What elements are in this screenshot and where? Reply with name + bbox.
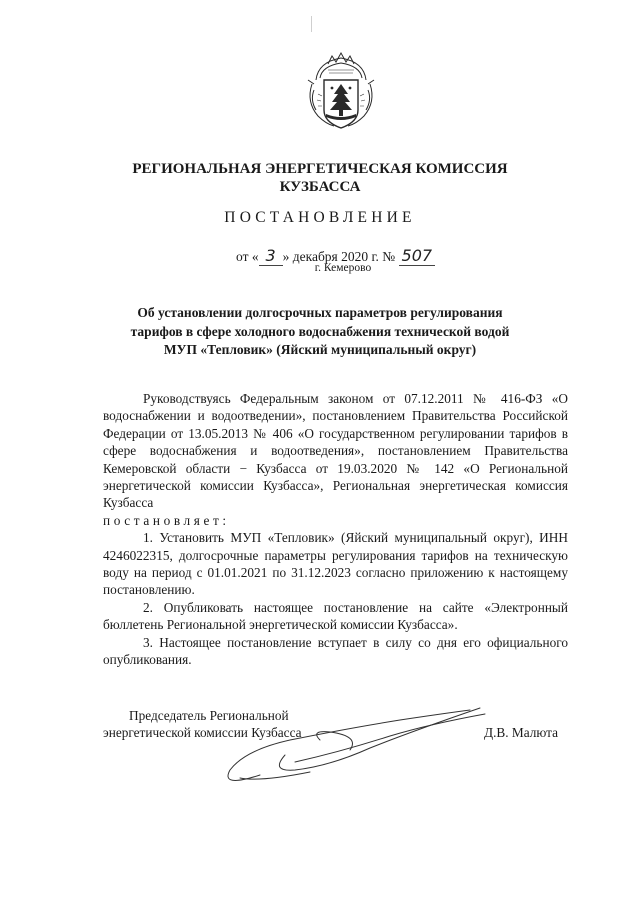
signatory-name: Д.В. Малюта [484,725,559,740]
organization-name-line2: КУЗБАССА [279,179,361,195]
body-preamble: Руководствуясь Федеральным законом от 07.12.2011 № 416-ФЗ «О водоснабжении и водоотведении», постановлением Правительства Российской Федерации от 13.05.2013 № 406 «О государственном регулировании тарифов в сфере водоснабжения и водоотведения», постановлением Правительства Кемеровской области − Кузбасса от 19.03.2020 № 142 «О Региональной энергетической комиссии Кузбасса», Региональная энергетическая комиссия Кузбасса [103,391,568,511]
subject-line2: тарифов в сфере холодного водоснабжения технической водой [130,323,510,339]
organization-name-line1: РЕГИОНАЛЬНАЯ ЭНЕРГЕТИЧЕСКАЯ КОМИССИЯ [132,161,508,177]
document-subject [0,304,640,360]
organization-name [0,160,640,196]
date-prefix: от « [236,249,259,264]
date-middle: » декабря 2020 г. № [282,249,396,264]
subject-line1: Об установлении долгосрочных параметров регулирования [137,305,503,320]
document-type: ПОСТАНОВЛЕНИЕ [224,209,416,226]
body-item-3: 3. Настоящее постановление вступает в силу со дня его официального опубликования. [103,634,568,668]
scan-mark [311,16,312,32]
subject-line3: МУП «Тепловик» (Яйский муниципальный округ) [163,342,477,357]
document-city: г. Кемерово [314,262,372,274]
signatory-position-line1: Председатель Региональной [129,708,289,723]
handwritten-signature [200,700,500,790]
body-item-2: 2. Опубликовать настоящее постановление на сайте «Электронный бюллетень Региональной энергетической комиссии Кузбасса». [103,599,568,633]
body-item-1: 1. Установить МУП «Тепловик» (Яйский муниципальный округ), ИНН 4246022315, долгосрочные параметры регулирования тарифов на техническую воду на период с 01.01.2021 по 31.12.2023 согласно приложению к настоящему постановлению. [103,530,568,598]
body-resolves: постановляет: [103,512,230,528]
coat-of-arms-icon [298,50,384,130]
document-body [103,390,568,669]
document-number-handwritten: 507 [399,246,436,266]
signatory-position-line2: энергетической комиссии Кузбасса [103,725,302,741]
date-day-handwritten: 3 [259,246,283,266]
